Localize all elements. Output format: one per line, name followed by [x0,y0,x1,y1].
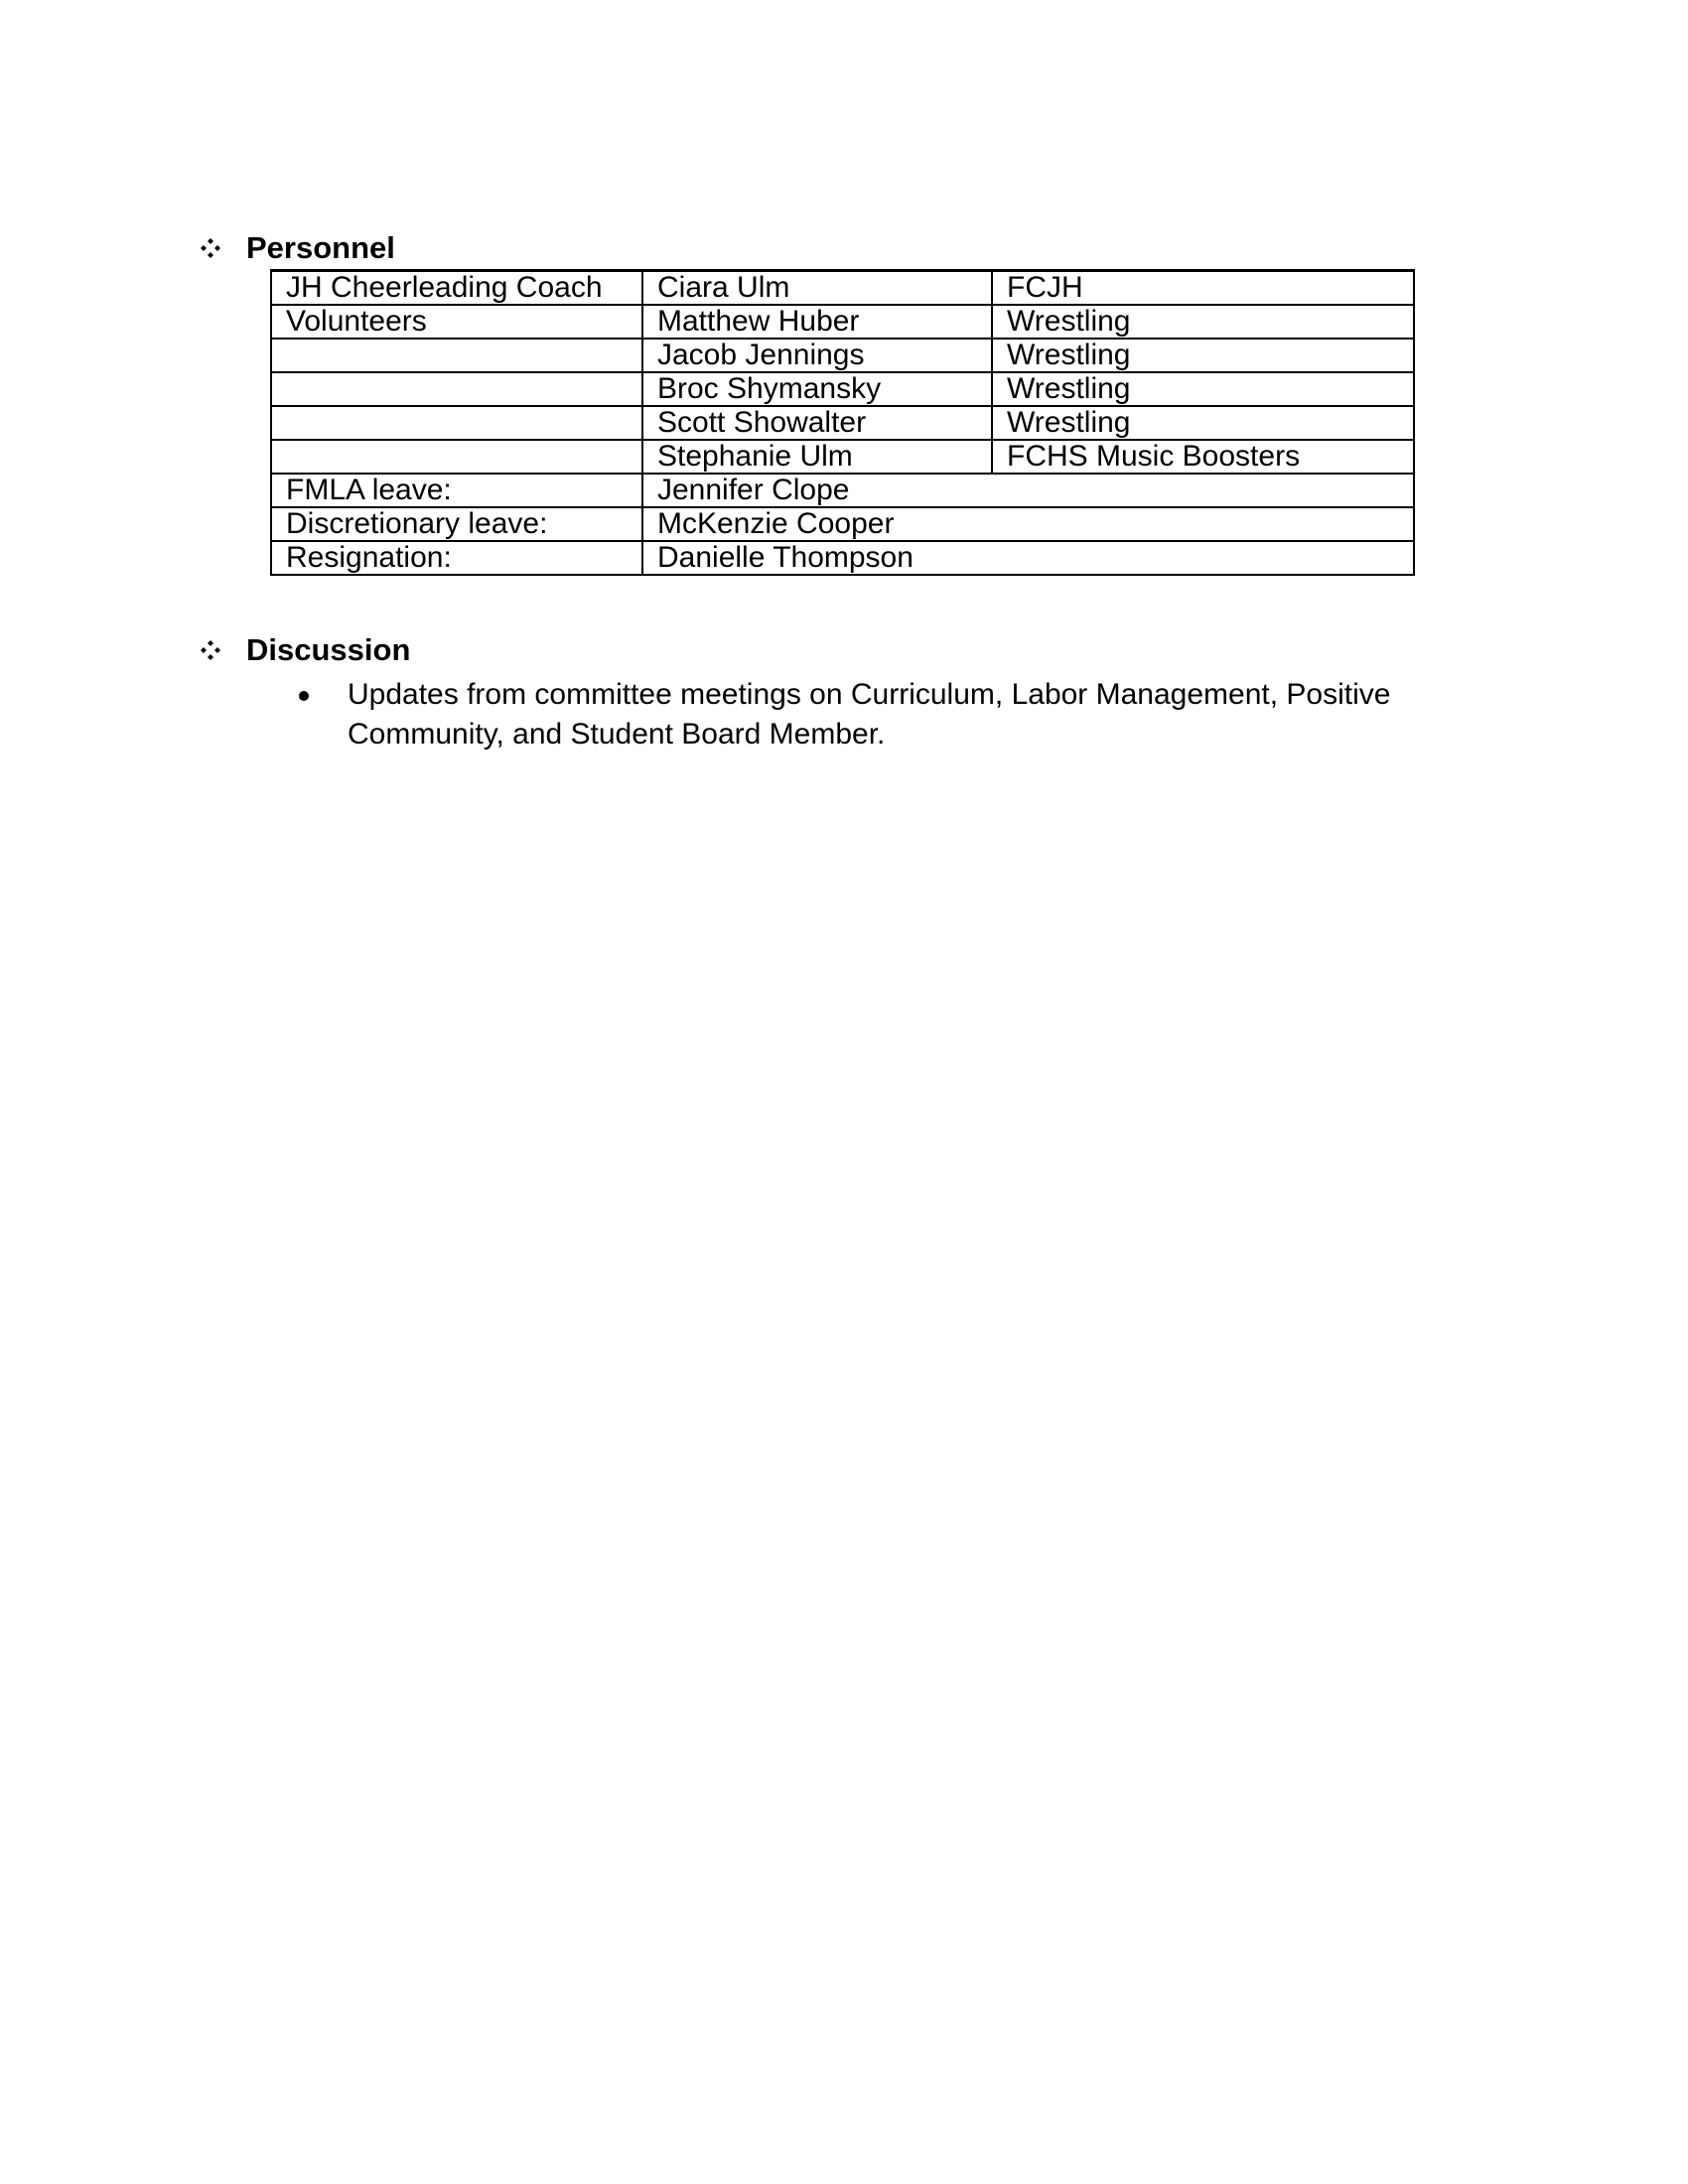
diamond-bullet-icon [199,236,222,260]
name-cell: Scott Showalter [642,406,992,440]
list-item-text: Updates from committee meetings on Curriculum, Labor Management, Positive Community, and Student Board Member. [348,678,1391,751]
role-cell [271,372,642,406]
table-row [271,271,1414,306]
assignment-cell: Wrestling [992,372,1414,406]
table-row [271,339,1414,372]
name-cell: Matthew Huber [642,305,992,339]
assignment-cell: FCJH [992,271,1414,306]
section-heading-discussion [199,632,410,668]
assignment-cell: Wrestling [992,305,1414,339]
list-item [294,675,1426,754]
name-cell: Stephanie Ulm [642,440,992,474]
role-cell: Resignation: [271,541,642,575]
table-row [271,305,1414,339]
table-row [271,474,1414,507]
name-cell: Broc Shymansky [642,372,992,406]
assignment-cell: Wrestling [992,406,1414,440]
role-cell [271,339,642,372]
assignment-cell: FCHS Music Boosters [992,440,1414,474]
assignment-cell: Wrestling [992,339,1414,372]
name-cell: Jacob Jennings [642,339,992,372]
diamond-bullet-icon [199,638,222,662]
role-cell [271,406,642,440]
bullet-dot-icon [299,691,309,701]
table-row [271,440,1414,474]
name-cell: Jennifer Clope [642,474,1414,507]
role-cell: JH Cheerleading Coach [271,271,642,306]
role-cell: FMLA leave: [271,474,642,507]
section-heading-label: Personnel [246,230,395,265]
name-cell: Ciara Ulm [642,271,992,306]
table-row [271,372,1414,406]
name-cell: McKenzie Cooper [642,507,1414,541]
table-row [271,507,1414,541]
table-row [271,406,1414,440]
discussion-list [294,675,1426,754]
personnel-table [270,269,1415,576]
section-heading-personnel [199,230,395,266]
role-cell: Volunteers [271,305,642,339]
role-cell: Discretionary leave: [271,507,642,541]
table-row [271,541,1414,575]
name-cell: Danielle Thompson [642,541,1414,575]
role-cell [271,440,642,474]
section-heading-label: Discussion [246,632,411,667]
